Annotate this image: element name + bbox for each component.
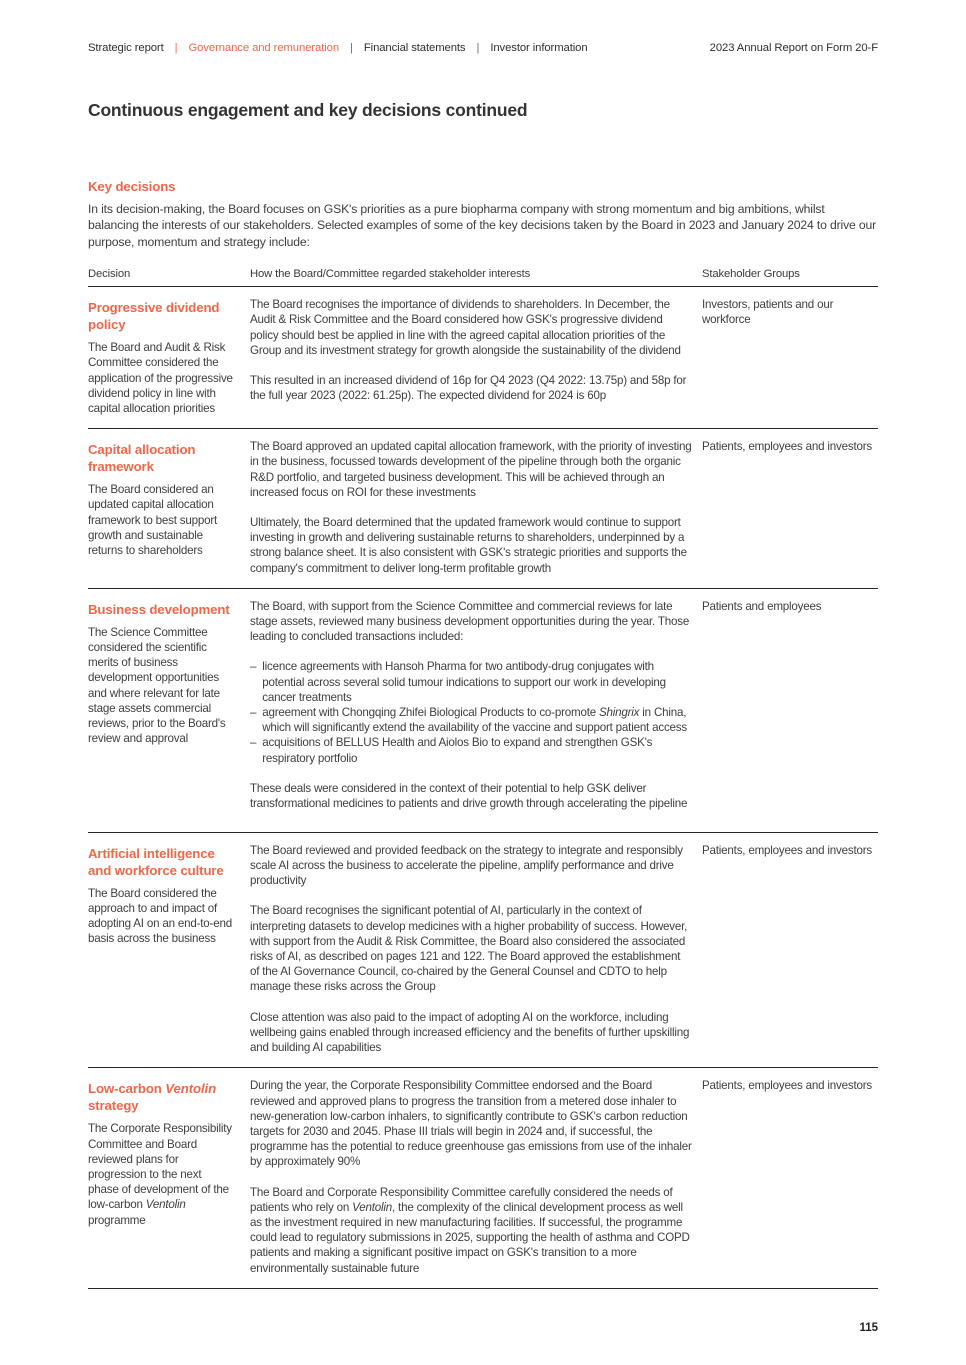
key-decisions-heading: Key decisions — [88, 179, 176, 194]
decision-description: The Board considered an updated capital allocation framework to best support growth and sustainable returns to shareholders — [88, 483, 218, 558]
table-row — [88, 1068, 878, 1288]
paragraph: During the year, the Corporate Responsibility Committee endorsed and the Board reviewed and approved plans to progress the transition from a metered dose inhaler to new-generation low-carbon inhalers, to significantly contribute to GSK's carbon reduction targets for 2030 and 2045. Phase III trials will begin in 2024 and, if successful, the programme has the potential to reduce greenhouse gas emissions from use of the inhaler by approximately 90% — [250, 1079, 692, 1169]
stakeholder-groups-cell: Patients, employees and investors — [702, 1079, 872, 1093]
list-item — [250, 659, 692, 705]
paragraph: The Board recognises the importance of dividends to shareholders. In December, the Audit & Risk Committee and the Board considered how GSK's progressive dividend policy should best be applied in line with the agreed capital allocation priorities of the Group and its investment strategy for growth alongside the sustainability of the dividend — [250, 298, 681, 357]
paragraph: The Board and Corporate Responsibility Committee carefully considered the needs of patients who rely on Ventolin, the complexity of the clinical development process as well as the investment required in new manufacturing facilities. If successful, the programme could lead to regulatory submissions in 2025, supporting the health of asthma and COPD patients and making a significant positive impact on GSK's transition to a more environmentally sustainable future — [250, 1185, 690, 1275]
column-header-stakeholder-groups: Stakeholder Groups — [702, 268, 800, 281]
list-item-text: licence agreements with Hansoh Pharma for two antibody-drug conjugates with potential across several solid tumour indications to support our work in developing cancer treatments — [262, 660, 666, 704]
decision-cell — [88, 439, 250, 576]
page-number: 115 — [859, 1322, 878, 1334]
paragraph: These deals were considered in the context of their potential to help GSK deliver transformational medicines to patients and drive growth through accelerating the pipeline — [250, 781, 688, 811]
nav-financial-statements: Financial statements — [363, 42, 466, 54]
stakeholder-groups-cell: Patients, employees and investors — [702, 843, 872, 857]
decision-description: The Board and Audit & Risk Committee considered the application of the progressive dividend policy in line with capital allocation priorities — [88, 341, 233, 416]
board-consideration-cell — [250, 297, 702, 416]
paragraph: The Board recognises the significant potential of AI, particularly in the context of interpreting datasets to develop medicines with a higher probability of success. However, with support from the Audit & Risk Committee, the Board also considered the associated risks of AI, as described on pages 121 and 122. The Board approved the establishment of the AI Governance Council, co-chaired by the General Counsel and CDTO to help manage these risks across the Group — [250, 904, 688, 994]
column-header-decision: Decision — [88, 268, 131, 281]
column-header-board-committee: How the Board/Committee regarded stakeholder interests — [250, 268, 531, 281]
bullet-dash: – — [250, 706, 257, 720]
decision-title: Low-carbon Ventolin strategy — [88, 1081, 217, 1114]
board-consideration-cell — [250, 1078, 702, 1275]
decision-title: Artificial intelligence and workforce culture — [88, 845, 224, 878]
bullet-dash: – — [250, 660, 257, 674]
top-nav-sections — [88, 42, 588, 54]
list-item — [250, 705, 692, 735]
table-row — [88, 833, 878, 1068]
decision-cell — [88, 297, 250, 416]
decision-cell — [88, 843, 250, 1055]
paragraph: The Board, with support from the Science Committee and commercial reviews for late stage assets, reviewed many business development opportunities during the year. Those leading to concluded transactions included: — [250, 599, 690, 644]
nav-investor-information: Investor information — [490, 42, 588, 54]
board-consideration-cell — [250, 599, 702, 820]
decision-title: Progressive dividend policy — [88, 300, 220, 333]
transactions-list — [250, 659, 692, 765]
stakeholder-groups-cell: Patients, employees and investors — [702, 440, 872, 454]
nav-separator: | — [350, 42, 353, 54]
paragraph: This resulted in an increased dividend of 16p for Q4 2023 (Q4 2022: 13.75p) and 58p for the full year 2023 (2022: 61.25p). The expected dividend for 2024 is 60p — [250, 374, 687, 403]
bullet-dash: – — [250, 736, 257, 750]
paragraph: The Board reviewed and provided feedback on the strategy to integrate and responsibly scale AI across the business to accelerate the pipeline, amplify performance and drive productivity — [250, 843, 683, 888]
nav-governance-and-remuneration: Governance and remuneration — [188, 42, 340, 54]
nav-strategic-report: Strategic report — [88, 42, 164, 54]
table-row — [88, 589, 878, 833]
board-consideration-cell — [250, 439, 702, 576]
nav-separator: | — [476, 42, 480, 54]
table-header-row — [88, 268, 878, 287]
paragraph: The Board approved an updated capital allocation framework, with the priority of investing in the business, focussed towards development of the pipeline through both the organic R&D portfolio, and targeted business development. This will be achieved through an increased focus on ROI for these investments — [250, 440, 692, 499]
report-edition-label: 2023 Annual Report on Form 20-F — [709, 42, 878, 54]
paragraph: Ultimately, the Board determined that the updated framework would continue to support investing in growth and delivering sustainable returns to shareholders, underpinned by a strong balance sheet. It is also consistent with GSK's strategic priorities and supports the company's commitment to deliver long-term profitable growth — [250, 516, 687, 575]
top-nav — [88, 0, 878, 54]
table-row — [88, 287, 878, 429]
board-consideration-cell — [250, 843, 702, 1055]
stakeholder-groups-cell: Investors, patients and our workforce — [702, 298, 834, 327]
list-item-text: acquisitions of BELLUS Health and Aiolos Bio to expand and strengthen GSK's respiratory portfolio — [262, 736, 653, 765]
decision-title: Business development — [88, 601, 230, 617]
stakeholder-groups-cell: Patients and employees — [702, 599, 822, 613]
list-item-text: agreement with Chongqing Zhifei Biological Products to co-promote Shingrix in China, which will significantly extend the availability of the vaccine and support patient access — [262, 706, 687, 735]
decision-cell — [88, 599, 250, 820]
decision-description: The Corporate Responsibility Committee and Board reviewed plans for progression to the next phase of development of the low-carbon Ventolin programme — [88, 1122, 232, 1227]
paragraph: Close attention was also paid to the impact of adopting AI on the workforce, including wellbeing gains enabled through increased efficiency and the benefits of further upskilling and building AI capabilities — [250, 1010, 690, 1055]
page-title: Continuous engagement and key decisions continued — [88, 100, 528, 120]
list-item — [250, 735, 692, 765]
decision-description: The Board considered the approach to and impact of adopting AI on an end-to-end basis across the business — [88, 886, 232, 946]
table-row — [88, 429, 878, 589]
key-decisions-intro: In its decision-making, the Board focuses on GSK's priorities as a pure biopharma company with strong momentum and big ambitions, whilst balancing the interests of our stakeholders. Selected examples of some of the key decisions taken by the Board in 2023 and January 2024 to drive our purpose, momentum and strategy include: — [88, 202, 877, 249]
decision-cell — [88, 1078, 250, 1275]
decision-description: The Science Committee considered the scientific merits of business development opportunities and where relevant for late stage assets commercial reviews, prior to the Board's review and approval — [88, 625, 226, 746]
decision-title: Capital allocation framework — [88, 442, 196, 475]
key-decisions-table — [88, 268, 878, 1289]
nav-separator: | — [174, 42, 178, 54]
